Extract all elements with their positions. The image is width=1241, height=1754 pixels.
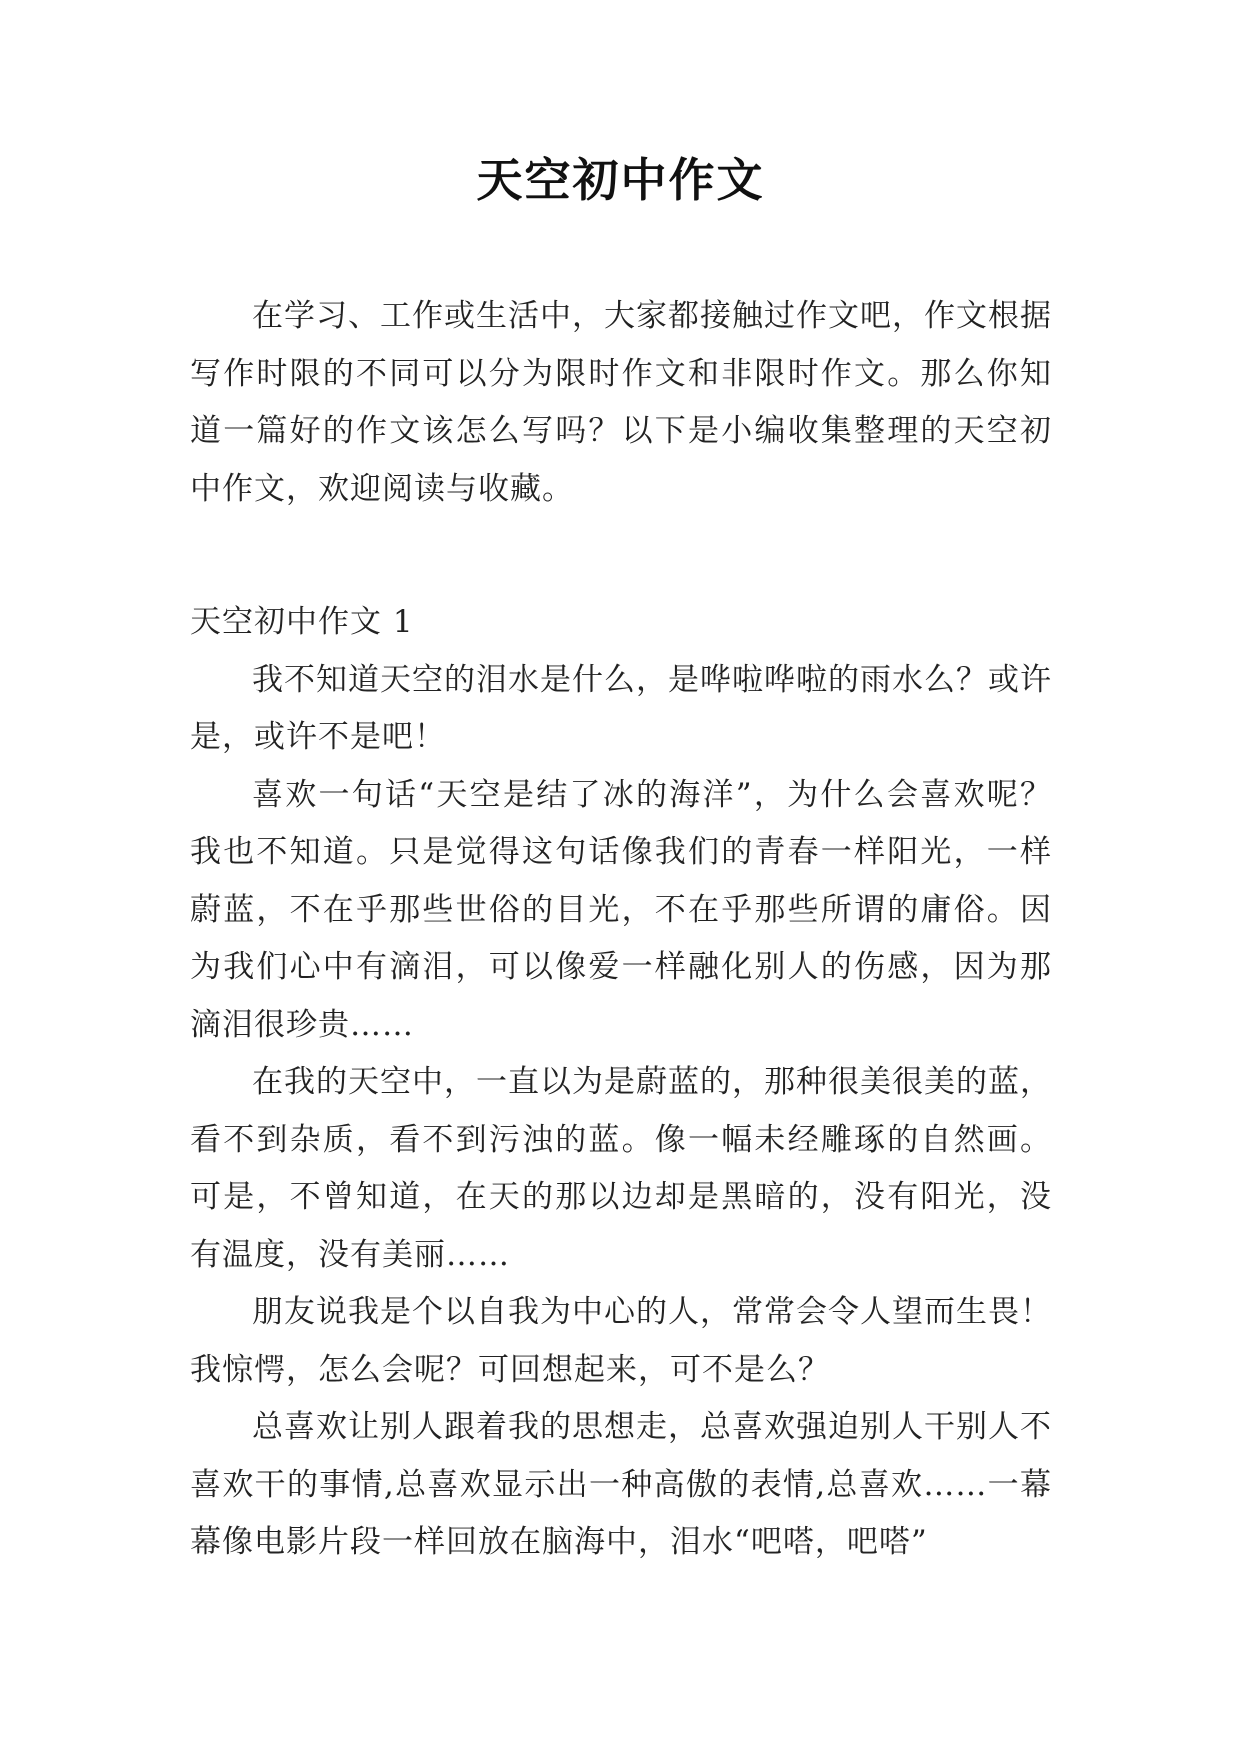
section-heading: 天空初中作文 1 (190, 604, 414, 640)
body-paragraph-3: 在我的天空中，一直以为是蔚蓝的，那种很美很美的蓝，看不到杂质，看不到污浊的蓝。像一幅未经雕琢的自然画。可是，不曾知道，在天的那以边却是黑暗的，没有阳光，没有温度，没有美丽…… (190, 1064, 1052, 1273)
document-body (190, 288, 1052, 1572)
body-paragraph-4: 朋友说我是个以自我为中心的人，常常会令人望而生畏！我惊愕，怎么会呢？可回想起来，可不是么？ (190, 1294, 1052, 1388)
body-paragraph-5: 总喜欢让别人跟着我的思想走，总喜欢强迫别人干别人不喜欢干的事情,总喜欢显示出一种高傲的表情,总喜欢……一幕幕像电影片段一样回放在脑海中，泪水“吧嗒，吧嗒” (190, 1409, 1052, 1560)
body-paragraph-2: 喜欢一句话“天空是结了冰的海洋”，为什么会喜欢呢？我也不知道。只是觉得这句话像我们的青春一样阳光，一样蔚蓝，不在乎那些世俗的目光，不在乎那些所谓的庸俗。因为我们心中有滴泪，可以像爱一样融化别人的伤感，因为那滴泪很珍贵…… (190, 776, 1052, 1043)
intro-paragraph: 在学习、工作或生活中，大家都接触过作文吧，作文根据写作时限的不同可以分为限时作文和非限时作文。那么你知道一篇好的作文该怎么写吗？以下是小编收集整理的天空初中作文，欢迎阅读与收藏。 (190, 298, 1052, 507)
document-title: 天空初中作文 (476, 153, 765, 207)
body-paragraph-1: 我不知道天空的泪水是什么，是哗啦哗啦的雨水么？或许是，或许不是吧！ (190, 661, 1052, 755)
